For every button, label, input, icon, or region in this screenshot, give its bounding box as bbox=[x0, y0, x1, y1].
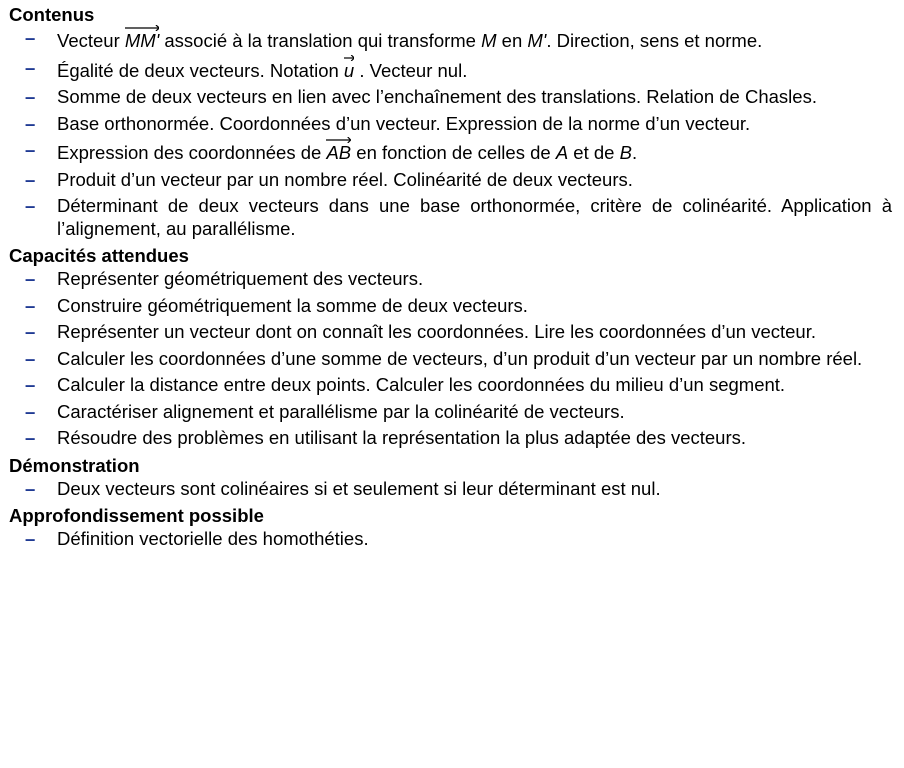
vector-label: AB bbox=[326, 142, 352, 163]
vector-arrow-icon bbox=[326, 139, 351, 142]
vector-label: u bbox=[343, 59, 355, 81]
item-text: en fonction de celles de bbox=[351, 142, 556, 163]
list-item bbox=[9, 478, 894, 501]
section-approfondissement bbox=[9, 505, 894, 551]
section-capacites bbox=[9, 245, 894, 450]
list-item bbox=[9, 86, 894, 109]
list-item bbox=[9, 268, 894, 291]
bullet-dash: – bbox=[25, 56, 36, 78]
list-item bbox=[9, 348, 894, 371]
bullet-dash: – bbox=[25, 168, 36, 190]
list-item bbox=[9, 139, 894, 165]
bullet-dash: – bbox=[25, 427, 36, 448]
section-title-demonstration: Démonstration bbox=[9, 454, 140, 476]
list-item bbox=[9, 528, 894, 551]
item-text: Caractériser alignement et parallélisme par la colinéarité de vecteurs. bbox=[57, 400, 625, 422]
list-item bbox=[9, 374, 894, 397]
bullet-dash: – bbox=[25, 112, 36, 134]
section-contenus bbox=[9, 4, 894, 240]
item-text: en bbox=[496, 30, 528, 51]
vector-notation bbox=[326, 139, 351, 165]
bullet-dash: – bbox=[25, 27, 36, 48]
item-text: Calculer les coordonnées d’une somme de vecteurs, d’un produit d’un vecteur par un nombre réel. bbox=[57, 347, 863, 369]
item-text: Définition vectorielle des homothéties. bbox=[57, 528, 369, 549]
bullet-dash: – bbox=[25, 268, 36, 289]
list-item bbox=[9, 195, 894, 240]
section-title-contenus: Contenus bbox=[9, 4, 95, 25]
item-text: . bbox=[631, 142, 638, 163]
vector-label: MM' bbox=[124, 30, 160, 51]
item-text: . Vecteur nul. bbox=[354, 59, 468, 81]
bullet-dash: – bbox=[25, 195, 36, 216]
capacites-list bbox=[9, 268, 894, 450]
point-label: M bbox=[481, 30, 497, 51]
vector-arrow-icon bbox=[125, 27, 159, 30]
bullet-dash: – bbox=[25, 477, 36, 499]
list-item bbox=[9, 57, 894, 83]
list-item bbox=[9, 401, 894, 424]
list-item bbox=[9, 27, 894, 53]
item-text: Deux vecteurs sont colinéaires si et seulement si leur déterminant est nul. bbox=[57, 477, 661, 499]
bullet-dash: – bbox=[25, 400, 36, 422]
list-item bbox=[9, 113, 894, 136]
section-title-capacites: Capacités attendues bbox=[9, 245, 189, 266]
item-text: Base orthonormée. Coordonnées d’un vecteur. Expression de la norme d’un vecteur. bbox=[57, 112, 751, 134]
item-text: Vecteur bbox=[57, 30, 125, 51]
bullet-dash: – bbox=[25, 86, 36, 107]
item-text: Construire géométriquement la somme de deux vecteurs. bbox=[57, 294, 528, 316]
section-title-approfondissement: Approfondissement possible bbox=[9, 505, 264, 526]
bullet-dash: – bbox=[25, 139, 36, 160]
bullet-dash: – bbox=[25, 528, 36, 549]
bullet-dash: – bbox=[25, 374, 36, 395]
vector-notation bbox=[125, 27, 159, 53]
item-text: Égalité de deux vecteurs. Notation bbox=[57, 59, 344, 81]
item-text: Calculer la distance entre deux points. Calculer les coordonnées du milieu d’un segment. bbox=[57, 374, 786, 395]
vector-arrow-icon bbox=[344, 57, 354, 60]
item-text: Somme de deux vecteurs en lien avec l’enchaînement des translations. Relation de Chasles. bbox=[57, 86, 817, 107]
item-text: Expression des coordonnées de bbox=[57, 142, 327, 163]
bullet-dash: – bbox=[25, 347, 36, 369]
list-item bbox=[9, 321, 894, 344]
approfondissement-list bbox=[9, 528, 894, 551]
vector-notation bbox=[344, 57, 354, 83]
demonstration-list bbox=[9, 478, 894, 501]
list-item bbox=[9, 295, 894, 318]
item-text: . Direction, sens et norme. bbox=[546, 30, 763, 51]
item-text: associé à la translation qui transforme bbox=[159, 30, 482, 51]
bullet-dash: – bbox=[25, 294, 36, 316]
list-item bbox=[9, 169, 894, 192]
point-label: A bbox=[555, 142, 569, 163]
item-text: et de bbox=[568, 142, 620, 163]
contenus-list bbox=[9, 27, 894, 240]
list-item bbox=[9, 427, 894, 450]
item-text: Déterminant de deux vecteurs dans une base orthonormée, critère de colinéarité. Application à l’alignement, au parallélisme. bbox=[57, 195, 892, 239]
point-label: M' bbox=[527, 30, 547, 51]
bullet-dash: – bbox=[25, 321, 36, 342]
item-text: Résoudre des problèmes en utilisant la représentation la plus adaptée des vecteurs. bbox=[57, 427, 747, 448]
item-text: Représenter un vecteur dont on connaît les coordonnées. Lire les coordonnées d’un vecteur. bbox=[57, 321, 816, 342]
point-label: B bbox=[619, 142, 632, 163]
item-text: Représenter géométriquement des vecteurs. bbox=[57, 268, 424, 289]
section-demonstration bbox=[9, 455, 894, 501]
item-text: Produit d’un vecteur par un nombre réel. Colinéarité de deux vecteurs. bbox=[57, 168, 633, 190]
